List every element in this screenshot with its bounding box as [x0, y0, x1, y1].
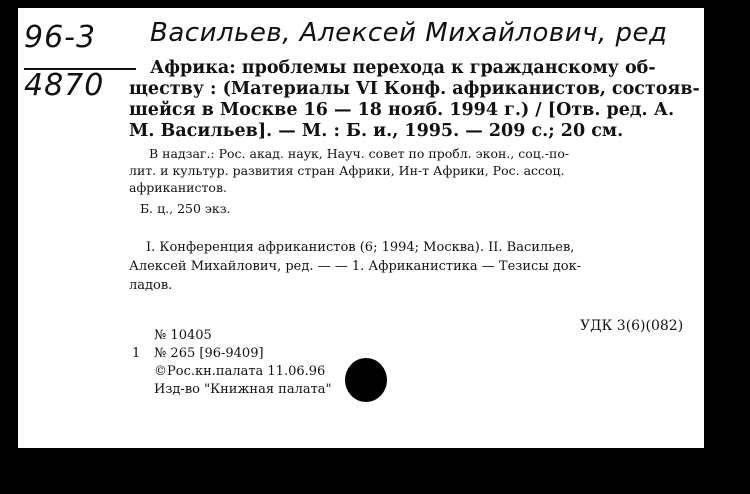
shelf-mark-bottom: 4870: [24, 68, 105, 103]
note-line-1: В надзаг.: Рос. акад. наук, Науч. совет по пробл. экон., соц.-по-: [149, 146, 570, 161]
circulation-note: Б. ц., 250 экз.: [140, 201, 231, 216]
entry-line-1: Африка: проблемы перехода к гражданскому об-: [150, 58, 656, 78]
subjects-line-2: Алексей Михайлович, ред. — — 1. Африканистика — Тезисы док-: [129, 259, 582, 274]
book-chamber-copyright: ©Рос.кн.палата 11.06.96: [154, 364, 326, 379]
shelf-mark-top: 96-3: [24, 20, 97, 55]
subjects-line-1: I. Конференция африканистов (6; 1994; Москва). II. Васильев,: [146, 240, 575, 255]
entry-line-3: шейся в Москве 16 — 18 нояб. 1994 г.) / [Отв. ред. А.: [129, 100, 675, 120]
punch-hole: [345, 358, 387, 402]
note-line-2: лит. и культур. развития стран Африки, Ин-т Африки, Рос. ассоц.: [129, 163, 565, 178]
card-number: № 265 [96-9409]: [154, 346, 264, 361]
publisher-line: Изд-во "Книжная палата": [154, 382, 332, 397]
handwritten-author: Васильев, Алексей Михайлович, ред: [150, 18, 668, 48]
note-line-3: африканистов.: [129, 180, 227, 195]
udk-code: УДК 3(6)(082): [580, 318, 684, 334]
entry-line-2: ществу : (Материалы VI Конф. африканистов, состояв-: [129, 79, 700, 99]
registration-number: № 10405: [154, 328, 212, 343]
subjects-line-3: ладов.: [129, 278, 173, 293]
entry-line-4: М. Васильев]. — М. : Б. и., 1995. — 209 с.; 20 см.: [129, 121, 624, 141]
catalog-card: [18, 8, 704, 448]
copies-count: 1: [132, 346, 141, 361]
